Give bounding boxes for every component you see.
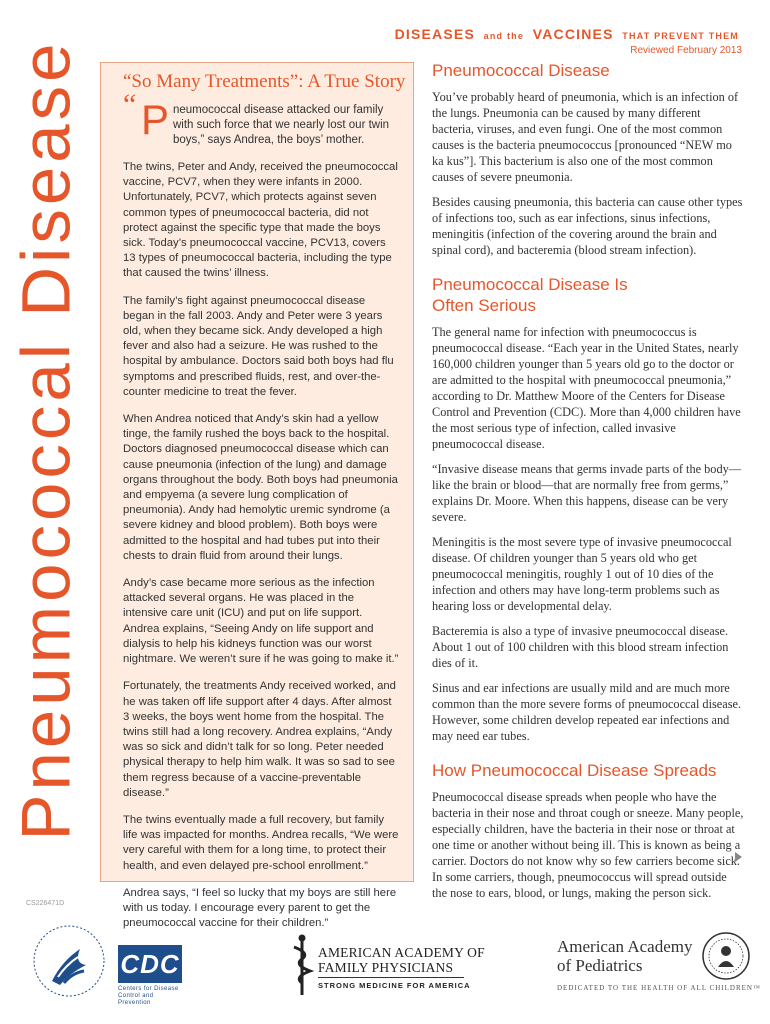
story-title: “So Many Treatments”: A True Story bbox=[123, 71, 406, 92]
series-line bbox=[395, 26, 742, 44]
series-diseases: DISEASES bbox=[394, 26, 475, 42]
hhs-seal-icon bbox=[30, 921, 108, 1006]
aafp-divider bbox=[318, 977, 464, 978]
section-paragraph: Besides causing pneumonia, this bacteria can cause other types of infections too, such as ear infections, sinus infections, meningitis (infection of the covering around the brain and spinal cord), and bacteremia (blood stream infection). bbox=[432, 195, 743, 257]
right-column bbox=[432, 60, 744, 910]
aap-seal-icon bbox=[701, 931, 751, 986]
aap-name-line: American Academy bbox=[557, 937, 693, 956]
cdc-tagline bbox=[118, 986, 182, 1007]
story-paragraph: When Andrea noticed that Andy’s skin had a yellow tinge, the family rushed the boys back to the hospital. Doctors diagnosed pneumococcal disease which can cause pneumonia (infection of the lung) and damage organs throughout the body. Both boys had pneumonia and empyema (a severe lung complication of pneumonia). Andy had hemolytic uremic syndrome (a severe kidney and blood problem). Both boys were admitted to the hospital and had tubes put into their chests to drain fluid from around their lungs. bbox=[123, 413, 398, 562]
cdc-wordmark: CDC bbox=[120, 948, 180, 979]
section-heading-often-serious bbox=[432, 274, 744, 316]
reviewed-date: Reviewed February 2013 bbox=[630, 45, 742, 56]
section-paragraph: Sinus and ear infections are usually mild and are much more common than the more severe forms of pneumococcal disease. However, some children develop repeated ear infections and may need ear tubes. bbox=[432, 681, 742, 743]
story-paragraph: Andy’s case became more serious as the infection attacked several organs. He was placed in the intensive care unit (ICU) and put on life support. Andrea explains, “Seeing Andy on life support and dialysis to help his kidneys function was our worst nightmare. We weren’t sure if he was going to make it.” bbox=[123, 577, 399, 666]
dropcap: P bbox=[141, 96, 170, 143]
aafp-tagline: STRONG MEDICINE FOR AMERICA bbox=[318, 981, 471, 990]
story-paragraph: The family’s fight against pneumococcal disease began in the fall 2003. Andy and Peter were 3 years old, when they became sick. Andy developed a high fever and also had a seizure. He was rushed to the hospital by ambulance. Doctors said both boys had flu symptoms and prescribed fluids, rest, and over-the-counter medicine to treat the fever. bbox=[123, 294, 394, 398]
aafp-caduceus-icon bbox=[290, 933, 314, 1002]
story-box bbox=[100, 62, 414, 930]
section-heading-how-spreads: How Pneumococcal Disease Spreads bbox=[432, 761, 717, 780]
section-paragraph: “Invasive disease means that germs invade parts of the body—like the brain or blood—that are normally free from germs,” explains Dr. Moore. When this happens, disease can be very severe. bbox=[432, 462, 742, 524]
heading-line: Often Serious bbox=[432, 296, 536, 315]
section-paragraph: You’ve probably heard of pneumonia, which is an infection of the lungs. Pneumonia can be caused by many different bacteria, viruses, and even fungi. One of the most common causes is the bacteria pneumococcus [pronounced “NEW mo ka kus”]. This bacterium is also one of the most common causes of severe pneumonia. bbox=[432, 90, 739, 184]
cdc-tagline-line: Centers for Disease bbox=[118, 986, 179, 992]
story-paragraph: Andrea says, “I feel so lucky that my boys are still here with us today. I encourage every parent to get the pneumococcal vaccine for their children.” bbox=[123, 886, 397, 930]
aafp-name bbox=[318, 945, 485, 975]
aafp-name-line: FAMILY PHYSICIANS bbox=[318, 960, 454, 975]
story-paragraph: Fortunately, the treatments Andy received worked, and he was taken off life support after 4 days. After almost 3 weeks, the boys went home from the hospital. The twins still had a long recovery. Andrea explains, “Andy was so sick and didn’t talk for so long. Peter needed physical therapy to help him walk. It was so sad to see them regress because of a vaccine-preventable disease.” bbox=[123, 680, 396, 799]
series-and-the: and the bbox=[483, 31, 525, 41]
series-vaccines: VACCINES bbox=[532, 26, 614, 42]
footer-logos bbox=[0, 915, 770, 1024]
section-heading-pneumococcal-disease: Pneumococcal Disease bbox=[432, 61, 610, 80]
vertical-title bbox=[0, 39, 92, 841]
story-lead-text: neumococcal disease attacked our family with such force that we nearly lost our twin boys,” says Andrea, the boys’ mother. bbox=[173, 104, 390, 146]
aafp-name-line: AMERICAN ACADEMY OF bbox=[318, 945, 485, 960]
series-header bbox=[395, 26, 742, 56]
heading-line: Pneumococcal Disease Is bbox=[432, 275, 628, 294]
section-paragraph: Bacteremia is also a type of invasive pneumococcal disease. About 1 out of 100 children with this blood stream infection dies of it. bbox=[432, 624, 729, 670]
cdc-logo-icon bbox=[118, 945, 182, 1007]
aap-name-line: of Pediatrics bbox=[557, 956, 643, 975]
section-paragraph: The general name for infection with pneumococcus is pneumococcal disease. “Each year in the United States, nearly 160,000 children younger than 5 years old go to the doctor or are admitted to the hospital with pneumococcal pneumonia,” according to Dr. Matthew Moore of the Centers for Disease Control and Prevention (CDC). More than 4,000 children have the most serious type of infection, called invasive pneumococcal disease. bbox=[432, 325, 741, 451]
series-that-prevent: THAT PREVENT THEM bbox=[622, 31, 739, 41]
aap-logo bbox=[557, 937, 761, 1017]
story-paragraph: The twins, Peter and Andy, received the pneumococcal vaccine, PCV7, when they were infants in 2000. Unfortunately, PCV7, which protects against seven common types of pneumococcal bacteria, did not protect against the specific type that made the boys sick. Today’s pneumococcal vaccine, PCV13, covers 13 types of pneumococcal bacteria, including the type that caused the twins’ illness. bbox=[123, 161, 398, 280]
continue-arrow-icon[interactable] bbox=[735, 852, 742, 862]
section-paragraph: Meningitis is the most severe type of invasive pneumococcal disease. Of children younger than 5 years old who get pneumococcal meningitis, roughly 1 out of 10 dies of the infection and others may have long-term problems such as hearing loss or developmental delay. bbox=[432, 535, 732, 613]
document-code: CS226471D bbox=[26, 900, 65, 907]
quote-mark: “ bbox=[123, 88, 137, 121]
aafp-logo bbox=[290, 933, 485, 1003]
aap-tagline: DEDICATED TO THE HEALTH OF ALL CHILDREN™ bbox=[557, 984, 761, 992]
story-paragraph: The twins eventually made a full recovery, but family life was impacted for months. Andrea recalls, “We were very careful with them for a long time, to protect their health, and even delayed pre-school enrollment.” bbox=[123, 813, 399, 872]
story-lead bbox=[123, 88, 399, 148]
section-paragraph: Pneumococcal disease spreads when people who have the bacteria in their nose and throat cough or sneeze. Many people, especially children, have the bacteria in their nose or throat at one time or another without being ill. This is known as being a carrier. Doctors do not know why so few carriers become sick. In some carriers, though, pneumococcus will spread outside the nose to ears, blood, or lungs, making the person sick. bbox=[432, 790, 744, 900]
cdc-tagline-line: Control and Prevention bbox=[118, 993, 154, 1006]
vertical-title-text: Pneumococcal Disease bbox=[7, 39, 85, 841]
